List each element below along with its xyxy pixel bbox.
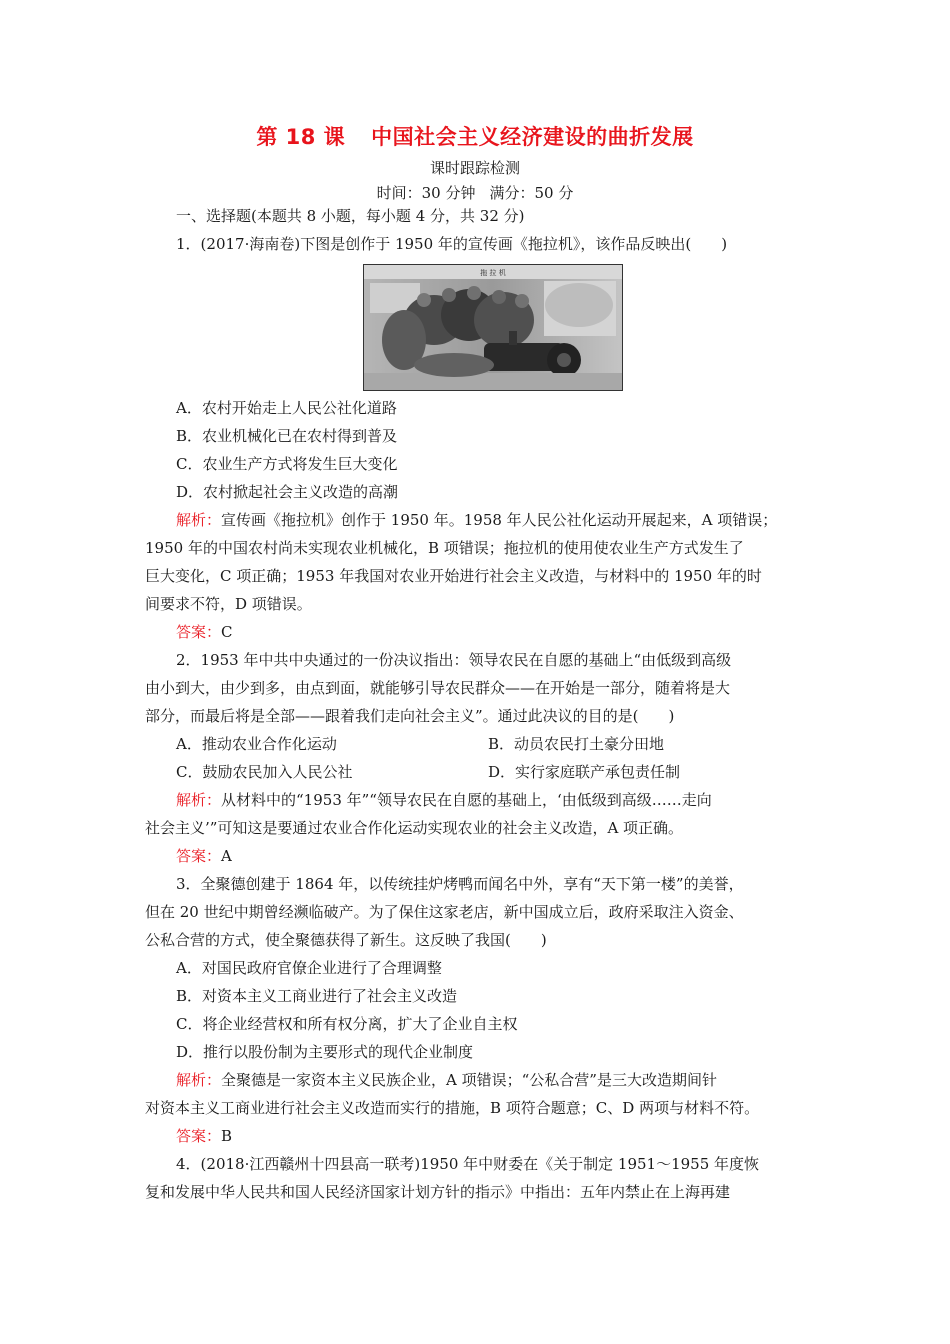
tractor-poster-image [363,264,623,391]
q2-stem-line-1: 2．1953 年中共中央通过的一份决议指出：领导农民在自愿的基础上“由低级到高级 [176,651,732,669]
subtitle: 课时跟踪检测 [429,159,520,177]
q1-answer: 答案：C [176,623,233,641]
q4-stem-line-2: 复和发展中华人民共和国人民经济国家计划方针的指示》中指出：五年内禁止在上海再建 [145,1183,731,1201]
q1-option-c: C．农业生产方式将发生巨大变化 [176,455,398,473]
q3-option-d: D．推行以股份制为主要形式的现代企业制度 [176,1043,474,1061]
q3-analysis-line-1: 解析：全聚德是一家资本主义民族企业，A 项错误；“公私合营”是三大改造期间针 [176,1071,717,1089]
q4-stem-line-1: 4．(2018·江西赣州十四县高一联考)1950 年中财委在《关于制定 1951～1955 年度恢 [176,1155,760,1173]
section-heading: 一、选择题(本题共 8 小题，每小题 4 分，共 32 分) [176,207,525,225]
q2-analysis-line-2: 社会主义’”可知这是要通过农业合作化运动实现农业的社会主义改造，A 项正确。 [145,819,684,837]
q3-option-a: A．对国民政府官僚企业进行了合理调整 [176,959,442,977]
time-score-info [0,182,950,203]
q3-analysis-line-2: 对资本主义工商业进行社会主义改造而实行的措施，B 项符合题意；C、D 两项与材料不符。 [145,1099,760,1117]
q1-option-d: D．农村掀起社会主义改造的高潮 [176,483,399,501]
q2-option-c: C．鼓励农民加入人民公社 [176,763,353,781]
q2-stem-line-2: 由小到大，由少到多，由点到面，就能够引导农民群众——在开始是一部分，随着将是大 [145,679,731,697]
q1-analysis-line-1: 解析：宣传画《拖拉机》创作于 1950 年。1958 年人民公社化运动开展起来，A 项错误； [176,511,778,529]
q3-stem-line-2: 但在 20 世纪中期曾经濒临破产。为了保住这家老店，新中国成立后，政府采取注入资金、 [145,903,744,921]
q3-option-b: B．对资本主义工商业进行了社会主义改造 [176,987,458,1005]
q3-stem-line-3: 公私合营的方式，使全聚德获得了新生。这反映了我国( ) [145,931,547,949]
q1-option-a: A．农村开始走上人民公社化道路 [176,399,397,417]
q2-answer: 答案：A [176,847,232,865]
q3-option-c: C．将企业经营权和所有权分离，扩大了企业自主权 [176,1015,518,1033]
q2-option-a: A．推动农业合作化运动 [176,735,337,753]
q1-analysis-line-4: 间要求不符，D 项错误。 [145,595,312,613]
score-label: 满分：50 分 [489,184,574,202]
q3-stem-line-1: 3．全聚德创建于 1864 年，以传统挂炉烤鸭而闻名中外，享有“天下第一楼”的美誉， [176,875,744,893]
q3-answer: 答案：B [176,1127,233,1145]
q1-analysis-line-3: 巨大变化，C 项正确；1953 年我国对农业开始进行社会主义改造，与材料中的 1950 年的时 [145,567,762,585]
q3-analysis-label: 解析： [176,1071,222,1089]
lesson-title [0,121,950,151]
q1-analysis-line-2: 1950 年的中国农村尚未实现农业机械化，B 项错误；拖拉机的使用使农业生产方式发生了 [145,539,744,557]
q1-answer-label: 答案： [176,623,222,641]
q2-stem-line-3: 部分，而最后将是全部——跟着我们走向社会主义”。通过此决议的目的是( ) [145,707,675,725]
lesson-number: 第 18 课 [256,125,346,149]
q2-option-d: D．实行家庭联产承包责任制 [488,763,681,781]
q1-option-b: B．农业机械化已在农村得到普及 [176,427,398,445]
q2-answer-label: 答案： [176,847,222,865]
q2-option-b: B．动员农民打土豪分田地 [488,735,665,753]
lesson-name: 中国社会主义经济建设的曲折发展 [371,125,694,149]
poster-caption: 拖 拉 机 [480,269,506,277]
q3-answer-label: 答案： [176,1127,222,1145]
q2-analysis-label: 解析： [176,791,222,809]
q1-analysis-label: 解析： [176,511,222,529]
q2-analysis-line-1: 解析：从材料中的“1953 年”“领导农民在自愿的基础上，‘由低级到高级……走向 [176,791,712,809]
time-label: 时间：30 分钟 [376,184,476,202]
q1-stem: 1．(2017·海南卷)下图是创作于 1950 年的宣传画《拖拉机》，该作品反映出( ) [176,235,728,253]
